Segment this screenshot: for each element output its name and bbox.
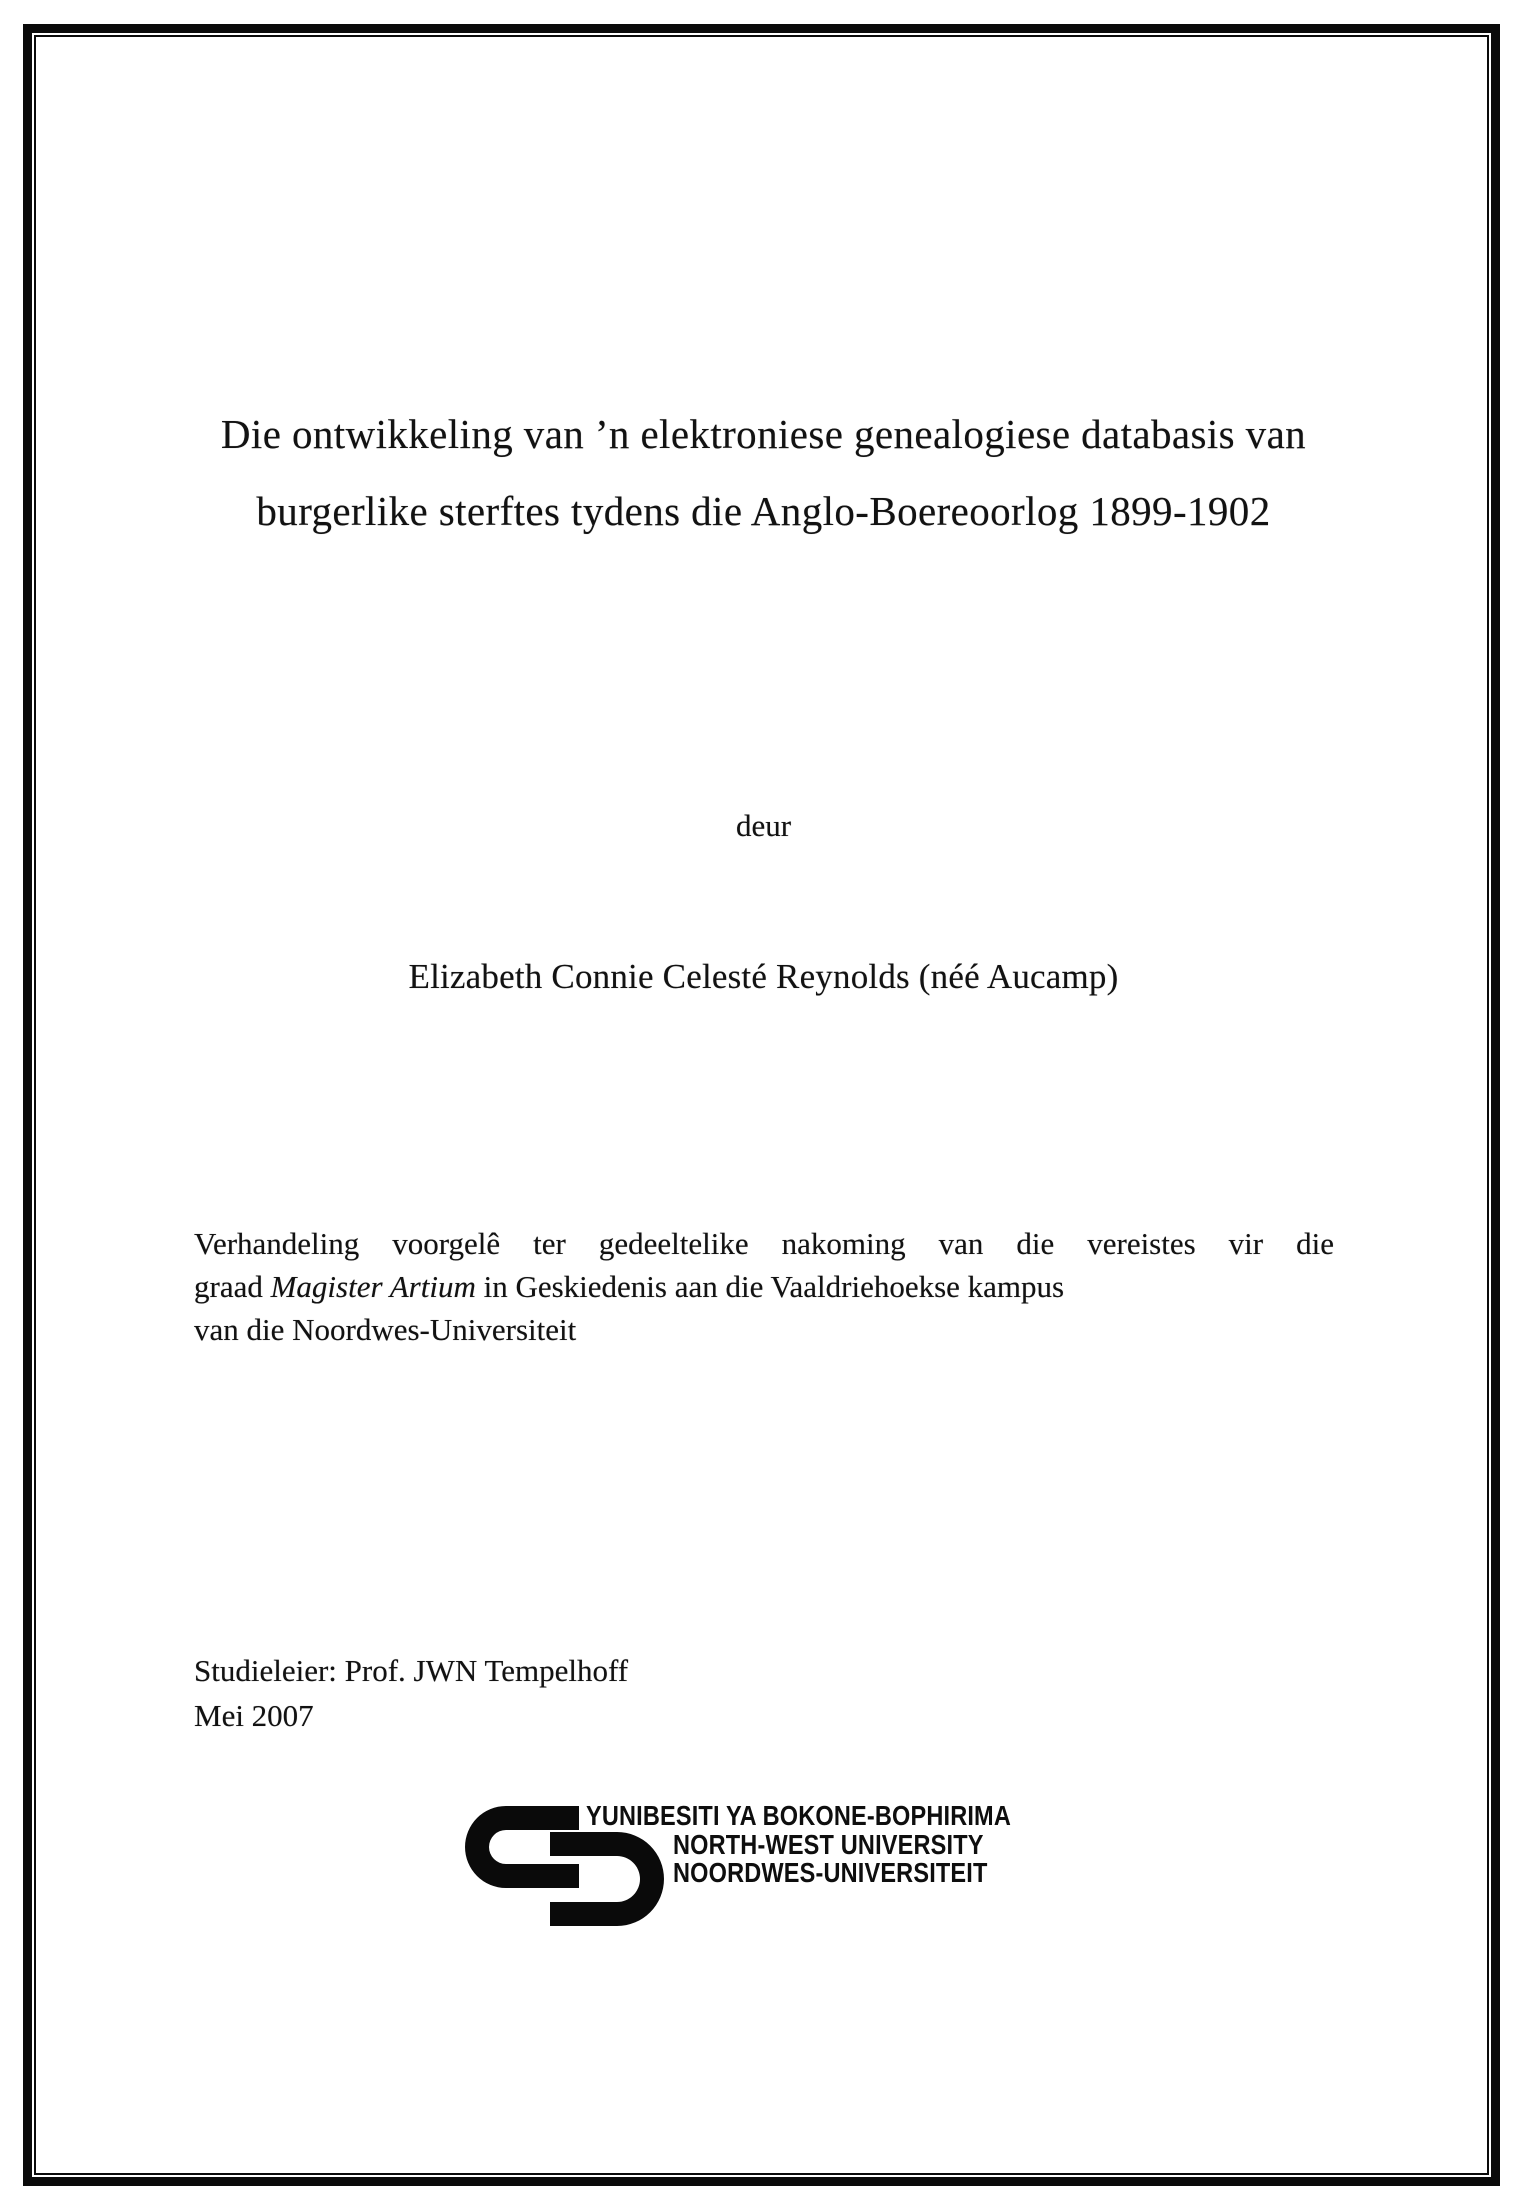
thesis-statement-line-2-suffix: in Geskiedenis aan die Vaaldriehoekse kampus	[475, 1269, 1065, 1304]
supervisor-line: Studieleier: Prof. JWN Tempelhoff	[194, 1653, 629, 1688]
thesis-title	[0, 396, 1527, 550]
thesis-title-line-2: burgerlike sterftes tydens die Anglo-Boereoorlog 1899-1902	[256, 488, 1271, 534]
thesis-statement-line-1: Verhandeling voorgelê ter gedeeltelike nakoming van die vereistes vir die	[194, 1226, 1334, 1261]
nwu-logo-text-english: NORTH-WEST UNIVERSITY	[673, 1829, 984, 1860]
date-line: Mei 2007	[194, 1698, 314, 1733]
thesis-statement-line-3: van die Noordwes-Universiteit	[194, 1312, 577, 1347]
degree-name: Magister Artium	[270, 1269, 476, 1304]
thesis-statement-line-2-prefix: graad	[194, 1269, 271, 1304]
author-name: Elizabeth Connie Celesté Reynolds (néé Aucamp)	[408, 957, 1119, 996]
nwu-logo-text-setswana: YUNIBESITI YA BOKONE-BOPHIRIMA	[586, 1800, 1011, 1831]
thesis-title-line-1: Die ontwikkeling van ’n elektroniese genealogiese databasis van	[220, 411, 1307, 457]
nwu-logo-text-afrikaans: NOORDWES-UNIVERSITEIT	[673, 1857, 988, 1888]
thesis-statement-line-2	[194, 1265, 1334, 1308]
byline-label: deur	[735, 808, 792, 843]
thesis-statement	[194, 1222, 1334, 1351]
